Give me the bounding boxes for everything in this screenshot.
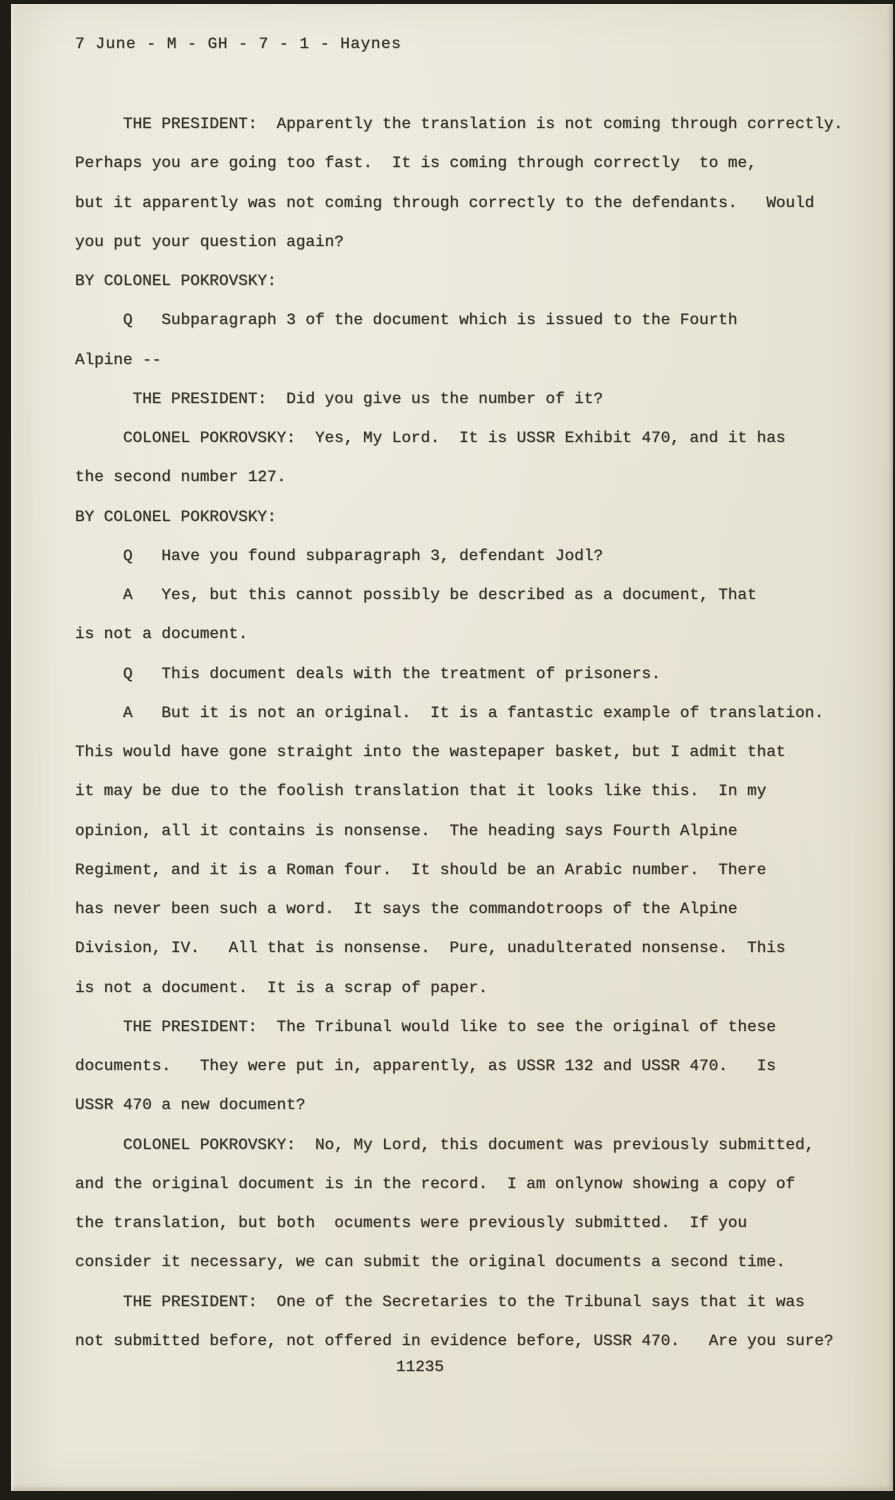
transcript-line: Regiment, and it is a Roman four. It should be an Arabic number. There: [75, 860, 767, 879]
transcript-line: USSR 470 a new document?: [75, 1096, 306, 1115]
transcript-body: [75, 105, 843, 1361]
page-header: 7 June - M - GH - 7 - 1 - Haynes: [75, 35, 402, 53]
transcript-line: is not a document. It is a scrap of paper.: [75, 978, 488, 997]
transcript-line: opinion, all it contains is nonsense. The heading says Fourth Alpine: [75, 821, 738, 840]
transcript-line: COLONEL POKROVSKY: No, My Lord, this document was previously submitted,: [75, 1135, 815, 1154]
transcript-line: you put your question again?: [75, 232, 344, 251]
transcript-line: but it apparently was not coming through correctly to the defendants. Would: [75, 193, 815, 212]
transcript-line: consider it necessary, we can submit the original documents a second time.: [75, 1253, 786, 1272]
transcript-line: documents. They were put in, apparently, as USSR 132 and USSR 470. Is: [75, 1057, 776, 1075]
transcript-line: THE PRESIDENT: Did you give us the number of it?: [75, 389, 604, 408]
transcript-line: THE PRESIDENT: The Tribunal would like to see the original of these: [75, 1017, 776, 1036]
transcript-line: and the original document is in the record. I am onlynow showing a copy of: [75, 1174, 796, 1193]
transcript-line: Q Have you found subparagraph 3, defendant Jodl?: [75, 546, 604, 565]
transcript-line: it may be due to the foolish translation that it looks like this. In my: [75, 782, 767, 801]
transcript-line: THE PRESIDENT: Apparently the translation is not coming through correctly.: [75, 115, 844, 133]
transcript-line: This would have gone straight into the wastepaper basket, but I admit that: [75, 743, 786, 761]
transcript-line: Q Subparagraph 3 of the document which is issued to the Fourth: [75, 311, 738, 330]
transcript-line: the translation, but both ocuments were previously submitted. If you: [75, 1214, 748, 1232]
transcript-line: BY COLONEL POKROVSKY:: [75, 272, 277, 290]
transcript-line: has never been such a word. It says the commandotroops of the Alpine: [75, 900, 738, 918]
transcript-line: A Yes, but this cannot possibly be described as a document, That: [75, 586, 757, 604]
transcript-line: Alpine --: [75, 350, 162, 369]
transcript-line: Division, IV. All that is nonsense. Pure, unadulterated nonsense. This: [75, 939, 786, 958]
transcript-line: the second number 127.: [75, 468, 287, 487]
transcript-line: BY COLONEL POKROVSKY:: [75, 507, 277, 526]
transcript-line: is not a document.: [75, 625, 248, 644]
document-page: [11, 4, 893, 1491]
transcript-line: THE PRESIDENT: One of the Secretaries to the Tribunal says that it was: [75, 1292, 805, 1311]
transcript-line: Q This document deals with the treatment of prisoners.: [75, 664, 661, 683]
transcript-line: A But it is not an original. It is a fantastic example of translation.: [75, 703, 824, 722]
transcript-line: Perhaps you are going too fast. It is coming through correctly to me,: [75, 154, 757, 173]
page-number: 11235: [395, 1358, 444, 1376]
transcript-line: not submitted before, not offered in evidence before, USSR 470. Are you sure?: [75, 1331, 834, 1350]
transcript-line: COLONEL POKROVSKY: Yes, My Lord. It is USSR Exhibit 470, and it has: [75, 429, 786, 447]
